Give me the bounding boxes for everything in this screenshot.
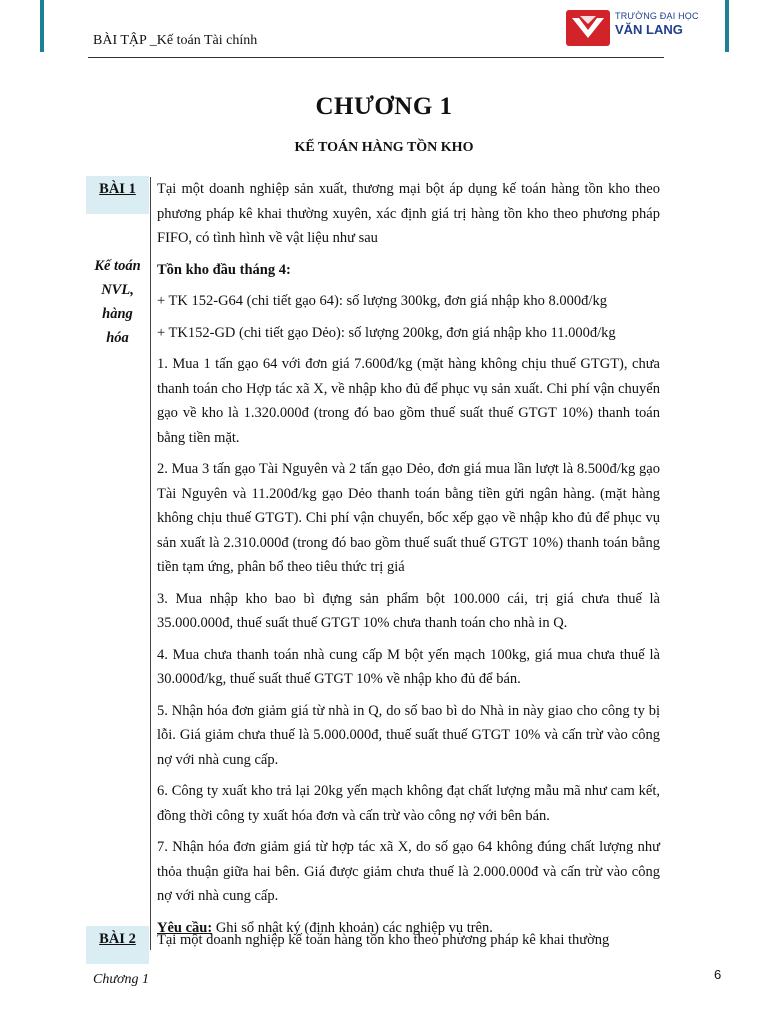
section-title: KẾ TOÁN HÀNG TỒN KHO: [294, 140, 474, 155]
transaction-5: 5. Nhận hóa đơn giảm giá từ nhà in Q, do số bao bì do Nhà in này giao cho công ty bị lỗi. Giá giảm chưa thuế là 5.000.000đ, thuế suất thuế GTGT 10% và cấn trừ vào công nợ với nhà cung cấp.: [157, 702, 660, 768]
exercise-2-label: BÀI 2: [99, 931, 136, 947]
transaction-6: 6. Công ty xuất kho trả lại 20kg yến mạch không đạt chất lượng mẫu mã như cam kết, đồng thời công ty xuất hóa đơn và cấn trừ vào công nợ với bên bán.: [157, 783, 660, 824]
opening-item: + TK 152-G64 (chi tiết gạo 64): số lượng 300kg, đơn giá nhập kho 8.000đ/kg: [157, 293, 607, 309]
exercise-1-label: BÀI 1: [99, 181, 136, 197]
column-divider: [150, 177, 151, 950]
transaction-7: 7. Nhận hóa đơn giảm giá từ hợp tác xã X, do số gạo 64 không đúng chất lượng như thỏa thuận giữa hai bên. Giá được giảm chưa thuế là 2.000.000đ và cấn trừ vào công nợ với nhà cung cấp.: [157, 839, 660, 904]
logo-text-line1: TRƯỜNG ĐẠI HỌC: [615, 11, 699, 21]
exercise-2-intro: Tại một doanh nghiệp kế toán hàng tồn kho theo phương pháp kê khai thường: [157, 932, 610, 948]
header-doc-title: BÀI TẬP _Kế toán Tài chính: [93, 33, 258, 48]
chapter-title: CHƯƠNG 1: [315, 93, 453, 120]
logo-text-line2: VĂN LANG: [615, 22, 683, 37]
transaction-4: 4. Mua chưa thanh toán nhà cung cấp M bột yến mạch 100kg, giá mua chưa thuế là 30.000đ/kg, thuế suất thuế GTGT 10% về nhập kho đủ để bán.: [157, 646, 660, 687]
university-logo: [566, 8, 716, 50]
topic-line: hàng: [102, 306, 133, 322]
exercise-1-intro: Tại một doanh nghiệp sản xuất, thương mại bột áp dụng kế toán hàng tồn kho theo phương pháp kê khai thường xuyên, xác định giá trị hàng tồn kho theo phương pháp FIFO, có tình hình về vật liệu như sau: [157, 181, 660, 246]
transaction-1: 1. Mua 1 tấn gạo 64 với đơn giá 7.600đ/kg (mặt hàng không chịu thuế GTGT), chưa thanh toán cho Hợp tác xã X, về nhập kho đủ để phục vụ sản xuất. Chi phí vận chuyển gạo về kho là 1.320.000đ (trong đó bao gồm thuế suất thuế GTGT 10%) thanh toán bằng tiền mặt.: [157, 356, 660, 446]
logo-emblem-icon: [566, 10, 610, 46]
header-rule: [88, 57, 664, 58]
page-number: 6: [714, 967, 722, 982]
exercise-1-content: [157, 177, 660, 947]
requirement-label: Yêu cầu:: [157, 919, 213, 936]
exercise-1-label-box: [86, 176, 149, 214]
topic-line: hóa: [106, 330, 129, 346]
footer-chapter-label: Chương 1: [93, 972, 149, 987]
header-bar-right: [725, 0, 729, 52]
exercise-2-label-box: [86, 926, 149, 964]
exercise-1-topic: [86, 254, 149, 350]
transaction-2: 2. Mua 3 tấn gạo Tài Nguyên và 2 tấn gạo Dẻo, đơn giá mua lần lượt là 8.500đ/kg gạo Tài Nguyên và 11.200đ/kg gạo Dẻo thanh toán bằng tiền gửi ngân hàng. (mặt hàng không chịu thuế GTGT). Chi phí vận chuyển, bốc xếp gạo về nhập kho đủ để phục vụ sản xuất là 2.310.000đ (trong đó bao gồm thuế suất thuế GTGT 10%) thanh toán bằng tiền tạm ứng, phân bổ theo tiêu thức trị giá: [157, 461, 660, 575]
topic-line: Kế toán: [94, 258, 141, 274]
header-bar-left: [40, 0, 44, 52]
opening-item: + TK152-GD (chi tiết gạo Dẻo): số lượng 200kg, đơn giá nhập kho 11.000đ/kg: [157, 324, 616, 341]
topic-line: NVL,: [101, 282, 134, 298]
transaction-3: 3. Mua nhập kho bao bì đựng sản phẩm bột 100.000 cái, trị giá chưa thuế là 35.000.000đ, thuế suất thuế GTGT 10% chưa thanh toán cho nhà in Q.: [157, 590, 660, 631]
requirement-text: Ghi sổ nhật ký (định khoản) các nghiệp vụ trên.: [212, 919, 493, 936]
opening-balance-heading: Tồn kho đầu tháng 4:: [157, 261, 291, 278]
